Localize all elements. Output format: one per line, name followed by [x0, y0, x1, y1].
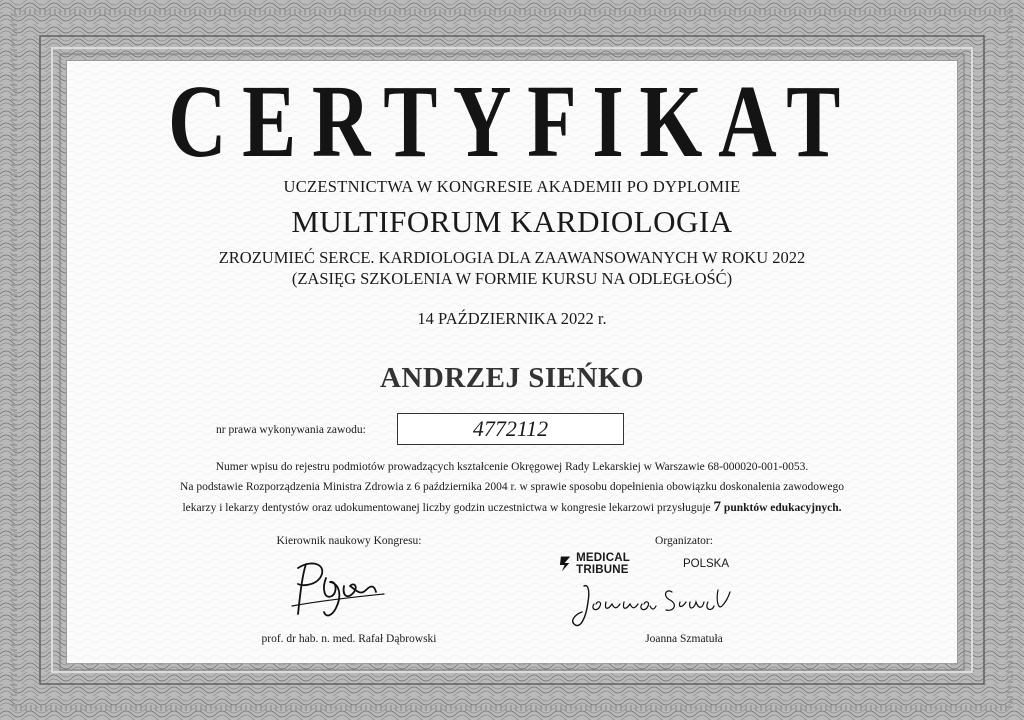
organizer-name: Joanna Szmatuła [645, 633, 723, 645]
points-info [66, 499, 958, 516]
topic-line-2: (ZASIĘG SZKOLENIA W FORMIE KURSU NA ODLEGŁOŚĆ) [291, 269, 733, 288]
organizer-logo [559, 554, 729, 574]
scientific-director-name: prof. dr hab. n. med. Rafał Dąbrowski [261, 633, 437, 645]
certificate-title: CERTYFIKAT [167, 64, 856, 179]
organizer-label: Organizator: [655, 535, 713, 547]
registry-info: Numer wpisu do rejestru podmiotów prowadzących kształcenie Okręgowej Rady Lekarskiej w Warszawie 68-000020-001-0053. [215, 461, 809, 473]
scientific-director-signature [284, 556, 414, 626]
points-info-prefix: lekarzy i lekarzy dentystów oraz udokumentowanej liczby godzin uczestnictwa w kongresie lekarzowi przysługuje [182, 502, 711, 514]
participant-name: ANDRZEJ SIEŃKO [379, 362, 645, 394]
regulation-info: Na podstawie Rozporządzenia Ministra Zdrowia z 6 października 2004 r. w sprawie sposobu dopełnienia obowiązku doskonalenia zawodowego [180, 481, 844, 493]
license-label: nr prawa wykonywania zawodu: [216, 424, 366, 436]
topic-line-1: ZROZUMIEĆ SERCE. KARDIOLOGIA DLA ZAAWANSOWANYCH W ROKU 2022 [218, 248, 806, 267]
congress-name: MULTIFORUM KARDIOLOGIA [291, 204, 733, 239]
organizer-logo-bold: MEDICAL TRIBUNE [576, 552, 630, 576]
organizer-logo-plain: POLSKA [682, 558, 729, 570]
certificate-subtitle: UCZESTNICTWA W KONGRESIE AKADEMII PO DYPLOMIE [283, 177, 741, 196]
congress-date: 14 PAŹDZIERNIKA 2022 r. [417, 309, 607, 328]
points-value: 7 [713, 499, 722, 515]
certificate-content [66, 60, 958, 664]
scientific-director-label: Kierownik naukowy Kongresu: [276, 535, 422, 547]
points-label: punktów edukacyjnych. [723, 502, 842, 514]
organizer-signature [554, 572, 744, 634]
medical-tribune-logo-icon [559, 555, 572, 573]
license-number-box: 4772112 [397, 413, 624, 445]
